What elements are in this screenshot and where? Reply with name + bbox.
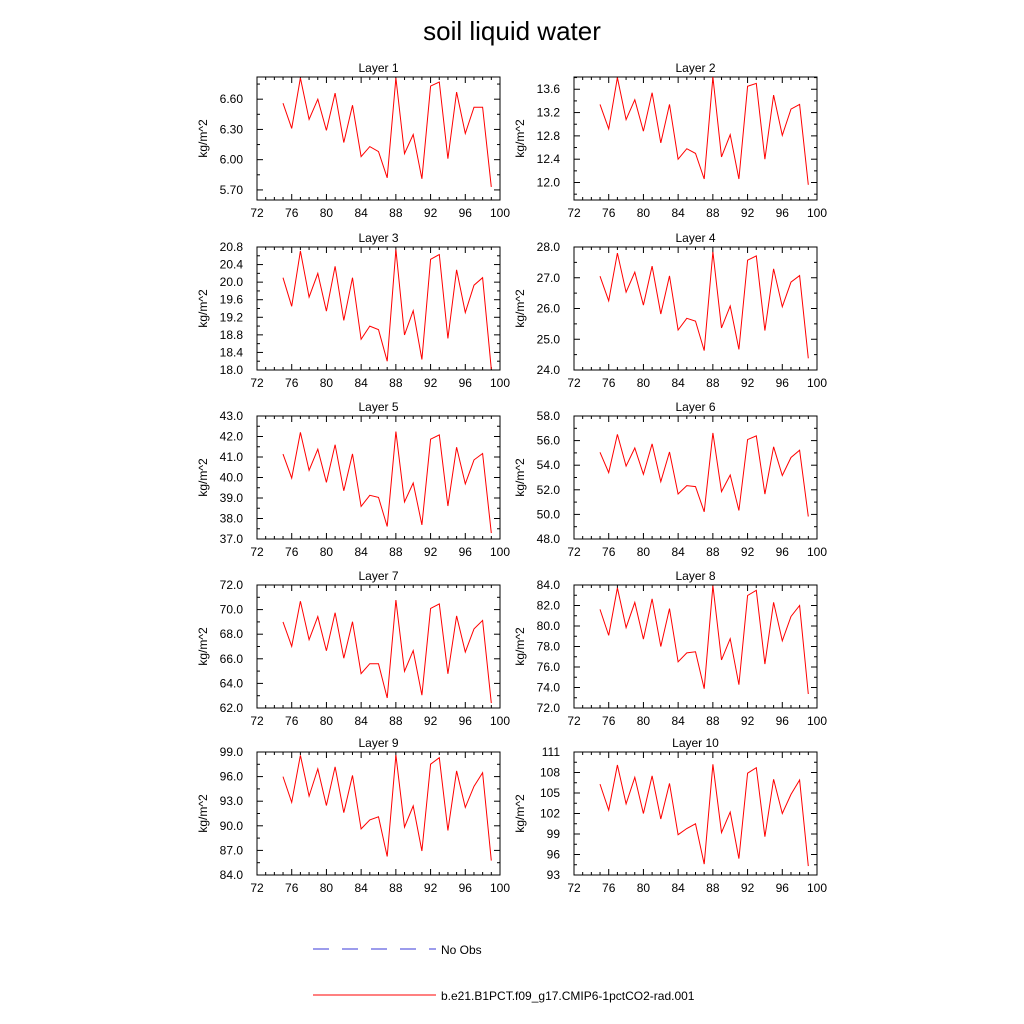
x-tick-label: 100 — [489, 376, 511, 390]
x-tick-label: 100 — [489, 206, 511, 220]
x-tick-label: 84 — [671, 206, 685, 220]
x-tick-label: 76 — [602, 376, 616, 390]
x-tick-label: 88 — [389, 206, 403, 220]
y-tick-label: 24.0 — [536, 363, 560, 377]
panel-title: Layer 7 — [358, 569, 399, 583]
x-tick-label: 80 — [636, 545, 651, 559]
x-tick-label: 72 — [567, 206, 581, 220]
x-tick-label: 100 — [806, 881, 828, 895]
x-tick-label: 92 — [740, 206, 755, 220]
x-tick-label: 72 — [250, 881, 264, 895]
x-tick-label: 92 — [423, 206, 438, 220]
y-tick-label: 6.00 — [219, 152, 243, 167]
y-tick-label: 108 — [539, 765, 560, 780]
y-tick-label: 20.8 — [219, 240, 243, 254]
x-tick-label: 92 — [740, 881, 755, 895]
y-tick-label: 62.0 — [219, 701, 243, 715]
legend-no-obs-label: No Obs — [441, 943, 482, 957]
x-tick-label: 96 — [458, 881, 472, 895]
panel-title: Layer 9 — [358, 736, 399, 750]
x-tick-label: 92 — [423, 376, 438, 390]
y-tick-label: 18.8 — [219, 327, 243, 342]
x-tick-label: 96 — [458, 714, 472, 728]
x-tick-label: 72 — [567, 376, 581, 390]
series-line-1 — [283, 432, 491, 533]
x-tick-label: 84 — [354, 376, 368, 390]
plot-frame — [574, 752, 817, 875]
y-tick-label: 12.0 — [536, 175, 560, 190]
y-tick-label: 18.0 — [219, 363, 243, 377]
y-tick-label: 18.4 — [219, 345, 243, 360]
y-axis-label: kg/m^2 — [513, 289, 527, 328]
y-axis-label: kg/m^2 — [196, 458, 210, 497]
y-tick-label: 25.0 — [536, 332, 560, 347]
x-tick-label: 84 — [671, 881, 685, 895]
y-axis-label: kg/m^2 — [196, 289, 210, 328]
y-tick-label: 84.0 — [219, 868, 243, 882]
x-tick-label: 88 — [706, 206, 720, 220]
x-tick-label: 96 — [775, 206, 789, 220]
panel-layer-3 — [196, 231, 510, 390]
panel-layer-4 — [513, 231, 827, 390]
y-tick-label: 13.6 — [536, 82, 560, 97]
y-tick-label: 38.0 — [219, 511, 243, 526]
y-tick-label: 28.0 — [536, 240, 560, 254]
series-line-1 — [600, 586, 808, 694]
panel-layer-10 — [513, 736, 827, 895]
x-tick-label: 100 — [489, 881, 511, 895]
x-tick-label: 76 — [285, 881, 299, 895]
y-axis-label: kg/m^2 — [513, 119, 527, 158]
y-axis-label: kg/m^2 — [513, 458, 527, 497]
x-tick-label: 100 — [489, 714, 511, 728]
x-tick-label: 80 — [319, 545, 334, 559]
x-tick-label: 76 — [285, 376, 299, 390]
plot-frame — [257, 752, 500, 875]
y-tick-label: 26.0 — [536, 301, 560, 316]
x-tick-label: 96 — [775, 545, 789, 559]
plot-frame — [574, 77, 817, 200]
panels-group — [196, 61, 827, 895]
x-tick-label: 80 — [319, 206, 334, 220]
x-tick-label: 76 — [602, 206, 616, 220]
y-tick-label: 93.0 — [219, 794, 243, 809]
x-tick-label: 84 — [354, 881, 368, 895]
x-tick-label: 96 — [775, 376, 789, 390]
y-tick-label: 20.4 — [219, 257, 243, 272]
panel-layer-9 — [196, 736, 510, 895]
x-tick-label: 76 — [285, 545, 299, 559]
x-tick-label: 80 — [636, 206, 651, 220]
x-tick-label: 84 — [671, 545, 685, 559]
y-tick-label: 50.0 — [536, 507, 560, 522]
y-tick-label: 20.0 — [219, 275, 243, 290]
panel-layer-6 — [513, 400, 827, 559]
x-tick-label: 88 — [706, 881, 720, 895]
y-tick-label: 6.30 — [219, 122, 243, 137]
x-tick-label: 76 — [602, 545, 616, 559]
y-tick-label: 68.0 — [219, 627, 243, 642]
x-tick-label: 80 — [636, 714, 651, 728]
x-tick-label: 100 — [489, 545, 511, 559]
plot-frame — [257, 77, 500, 200]
y-tick-label: 80.0 — [536, 619, 560, 633]
panel-title: Layer 10 — [672, 736, 719, 750]
x-tick-label: 96 — [458, 376, 472, 390]
series-line-1 — [600, 77, 808, 185]
panel-layer-1 — [196, 61, 510, 220]
y-tick-label: 48.0 — [536, 532, 560, 546]
x-tick-label: 76 — [285, 714, 299, 728]
x-tick-label: 100 — [806, 206, 828, 220]
x-tick-label: 100 — [806, 714, 828, 728]
series-line-1 — [283, 755, 491, 861]
x-tick-label: 96 — [775, 714, 789, 728]
x-tick-label: 88 — [706, 545, 720, 559]
y-tick-label: 13.2 — [536, 105, 560, 120]
y-tick-label: 42.0 — [219, 429, 243, 444]
x-tick-label: 96 — [775, 881, 789, 895]
y-axis-label: kg/m^2 — [513, 627, 527, 666]
panel-layer-2 — [513, 61, 827, 220]
x-tick-label: 84 — [671, 376, 685, 390]
y-tick-label: 19.2 — [219, 310, 243, 325]
x-tick-label: 96 — [458, 206, 472, 220]
series-line-1 — [600, 433, 808, 517]
x-tick-label: 80 — [636, 376, 651, 390]
y-tick-label: 96 — [546, 847, 560, 862]
y-tick-label: 19.6 — [219, 292, 243, 307]
panel-title: Layer 4 — [675, 231, 716, 245]
y-axis-label: kg/m^2 — [196, 627, 210, 666]
x-tick-label: 88 — [389, 881, 403, 895]
y-tick-label: 66.0 — [219, 651, 243, 666]
x-tick-label: 88 — [706, 376, 720, 390]
x-tick-label: 88 — [389, 714, 403, 728]
x-tick-label: 72 — [567, 714, 581, 728]
x-tick-label: 96 — [458, 545, 472, 559]
plot-frame — [574, 247, 817, 370]
y-tick-label: 96.0 — [219, 769, 243, 784]
y-tick-label: 6.60 — [219, 92, 243, 107]
y-tick-label: 76.0 — [536, 660, 560, 674]
y-tick-label: 27.0 — [536, 270, 560, 285]
panel-layer-5 — [196, 400, 510, 559]
x-tick-label: 72 — [250, 714, 264, 728]
x-tick-label: 72 — [567, 545, 581, 559]
y-axis-label: kg/m^2 — [196, 794, 210, 833]
y-tick-label: 93 — [546, 868, 560, 882]
x-tick-label: 88 — [389, 545, 403, 559]
y-tick-label: 90.0 — [219, 818, 243, 833]
y-tick-label: 99 — [546, 827, 560, 841]
y-tick-label: 74.0 — [536, 680, 560, 695]
x-tick-label: 80 — [636, 881, 651, 895]
figure-title: soil liquid water — [423, 16, 601, 46]
panel-layer-7 — [196, 569, 510, 728]
y-tick-label: 105 — [539, 786, 560, 800]
series-line-1 — [600, 252, 808, 358]
x-tick-label: 100 — [806, 376, 828, 390]
y-tick-label: 99.0 — [219, 745, 243, 759]
series-line-1 — [283, 78, 491, 187]
x-tick-label: 72 — [250, 545, 264, 559]
x-tick-label: 72 — [250, 376, 264, 390]
y-tick-label: 41.0 — [219, 450, 243, 464]
x-tick-label: 92 — [423, 714, 438, 728]
x-tick-label: 72 — [250, 206, 264, 220]
y-tick-label: 84.0 — [536, 578, 560, 592]
y-tick-label: 82.0 — [536, 598, 560, 613]
y-tick-label: 78.0 — [536, 639, 560, 654]
y-axis-label: kg/m^2 — [513, 794, 527, 833]
legend-model-label: b.e21.B1PCT.f09_g17.CMIP6-1pctCO2-rad.001 — [441, 989, 695, 1003]
x-tick-label: 92 — [740, 714, 755, 728]
y-tick-label: 12.4 — [536, 152, 560, 167]
y-tick-label: 5.70 — [219, 182, 243, 197]
y-tick-label: 52.0 — [536, 482, 560, 497]
panel-layer-8 — [513, 569, 827, 728]
y-tick-label: 39.0 — [219, 491, 243, 505]
y-tick-label: 37.0 — [219, 532, 243, 546]
y-tick-label: 64.0 — [219, 676, 243, 691]
panel-title: Layer 5 — [358, 400, 399, 414]
y-tick-label: 12.8 — [536, 128, 560, 143]
x-tick-label: 88 — [389, 376, 403, 390]
x-tick-label: 92 — [740, 545, 755, 559]
y-tick-label: 56.0 — [536, 433, 560, 448]
legend — [313, 943, 695, 1003]
panel-title: Layer 3 — [358, 231, 399, 245]
y-tick-label: 111 — [541, 745, 560, 759]
plot-frame — [257, 247, 500, 370]
x-tick-label: 92 — [423, 881, 438, 895]
x-tick-label: 72 — [567, 881, 581, 895]
plot-frame — [574, 585, 817, 708]
y-tick-label: 70.0 — [219, 602, 243, 617]
y-tick-label: 72.0 — [536, 701, 560, 715]
x-tick-label: 84 — [354, 206, 368, 220]
panel-title: Layer 6 — [675, 400, 716, 414]
x-tick-label: 76 — [602, 881, 616, 895]
x-tick-label: 76 — [602, 714, 616, 728]
y-tick-label: 72.0 — [219, 578, 243, 592]
x-tick-label: 76 — [285, 206, 299, 220]
series-line-1 — [283, 600, 491, 703]
x-tick-label: 80 — [319, 881, 334, 895]
y-tick-label: 58.0 — [536, 409, 560, 423]
x-tick-label: 80 — [319, 714, 334, 728]
y-tick-label: 43.0 — [219, 409, 243, 423]
x-tick-label: 92 — [740, 376, 755, 390]
y-axis-label: kg/m^2 — [196, 119, 210, 158]
panel-title: Layer 8 — [675, 569, 716, 583]
x-tick-label: 84 — [354, 545, 368, 559]
x-tick-label: 88 — [706, 714, 720, 728]
y-tick-label: 87.0 — [219, 843, 243, 858]
series-line-1 — [283, 250, 491, 370]
y-tick-label: 40.0 — [219, 470, 243, 485]
x-tick-label: 92 — [423, 545, 438, 559]
panel-title: Layer 2 — [675, 61, 716, 75]
y-tick-label: 54.0 — [536, 458, 560, 473]
x-tick-label: 84 — [671, 714, 685, 728]
plot-frame — [574, 416, 817, 539]
y-tick-label: 102 — [539, 806, 560, 821]
x-tick-label: 80 — [319, 376, 334, 390]
series-line-1 — [600, 764, 808, 866]
x-tick-label: 100 — [806, 545, 828, 559]
panel-title: Layer 1 — [358, 61, 399, 75]
x-tick-label: 84 — [354, 714, 368, 728]
